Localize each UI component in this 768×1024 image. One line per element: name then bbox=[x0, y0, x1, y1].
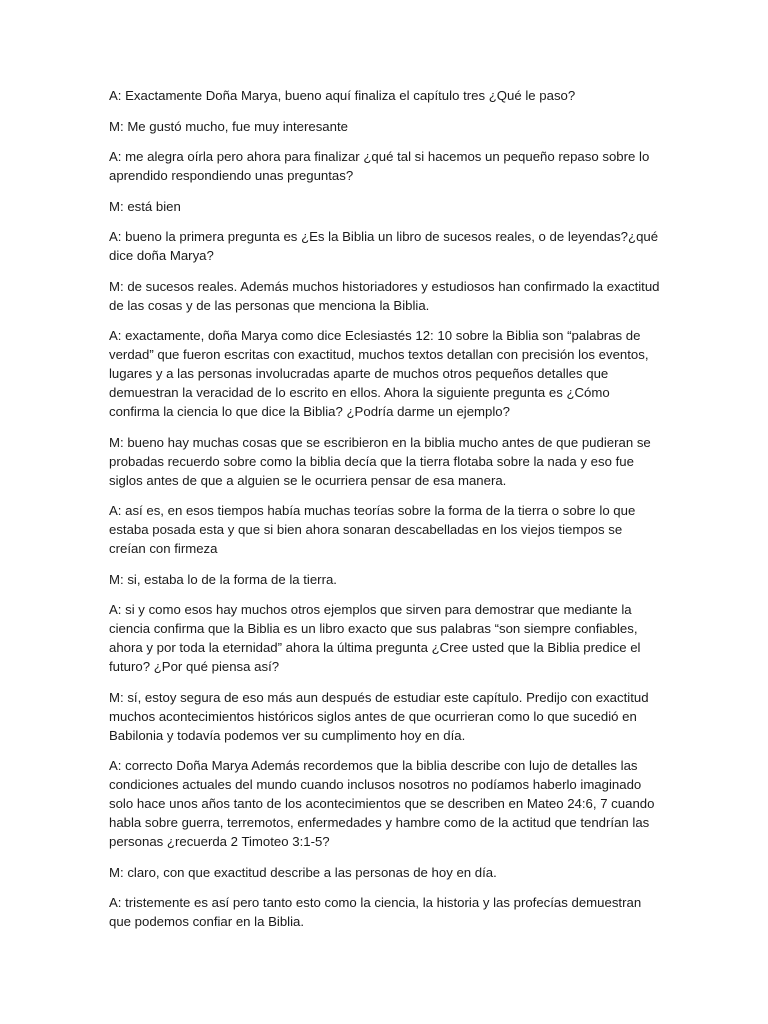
paragraph-5: A: bueno la primera pregunta es ¿Es la Biblia un libro de sucesos reales, o de leyendas?¿qué dice doña Marya? bbox=[109, 229, 659, 263]
paragraph-14: M: claro, con que exactitud describe a las personas de hoy en día. bbox=[109, 864, 497, 880]
paragraph-7: A: exactamente, doña Marya como dice Eclesiastés 12: 10 sobre la Biblia son “palabras de verdad” que fueron escritas con exactitud, muchos textos detallan con precisión los eventos, lugares y a las personas involucradas aparte de muchos otros pequeños detalles que demuestran la veracidad de lo escrito en ellos. Ahora la siguiente pregunta es ¿Cómo confirma la ciencia lo que dice la Biblia? ¿Podría darme un ejemplo? bbox=[109, 328, 649, 419]
paragraph-4: M: está bien bbox=[109, 198, 181, 214]
paragraph-6: M: de sucesos reales. Además muchos historiadores y estudiosos han confirmado la exactitud de las cosas y de las personas que menciona la Biblia. bbox=[109, 278, 660, 313]
paragraph-13: A: correcto Doña Marya Además recordemos que la biblia describe con lujo de detalles las condiciones actuales del mundo cuando inclusos nosotros no podíamos haberlo imaginado solo hace unos años tanto de los acontecimientos que se describen en Mateo 24:6, 7 cuando habla sobre guerra, terremotos, enfermedades y hambre como de la actitud que tendrían las personas ¿recuerda 2 Timoteo 3:1-5? bbox=[109, 758, 655, 849]
paragraph-15: A: tristemente es así pero tanto esto como la ciencia, la historia y las profecías demuestran que podemos confiar en la Biblia. bbox=[109, 895, 642, 929]
paragraph-2: M: Me gustó mucho, fue muy interesante bbox=[109, 118, 348, 134]
paragraph-11: A: si y como esos hay muchos otros ejemplos que sirven para demostrar que mediante la ciencia confirma que la Biblia es un libro exacto que sus palabras “son siempre confiables, ahora y por toda la eternidad” ahora la última pregunta ¿Cree usted que la Biblia predice el futuro? ¿Por qué piensa así? bbox=[109, 602, 641, 674]
paragraph-3: A: me alegra oírla pero ahora para finalizar ¿qué tal si hacemos un pequeño repaso sobre lo aprendido respondiendo unas preguntas? bbox=[109, 149, 650, 183]
paragraph-12: M: sí, estoy segura de eso más aun después de estudiar este capítulo. Predijo con exactitud muchos acontecimientos históricos siglos antes de que ocurrieran como lo que sucedió en Babilonia y todavía podemos ver su cumplimento hoy en día. bbox=[109, 689, 649, 743]
paragraph-8: M: bueno hay muchas cosas que se escribieron en la biblia mucho antes de que pudieran se probadas recuerdo sobre como la biblia decía que la tierra flotaba sobre la nada y eso fue siglos antes de que a alguien se le ocurriera pensar de esa manera. bbox=[109, 434, 651, 488]
paragraph-10: M: si, estaba lo de la forma de la tierra. bbox=[109, 571, 337, 587]
document-body bbox=[109, 86, 661, 943]
paragraph-9: A: así es, en esos tiempos había muchas teorías sobre la forma de la tierra o sobre lo que estaba posada esta y que si bien ahora sonaran descabelladas en los viejos tiempos se creían con firmeza bbox=[109, 503, 636, 556]
paragraph-1: A: Exactamente Doña Marya, bueno aquí finaliza el capítulo tres ¿Qué le paso? bbox=[109, 88, 576, 103]
